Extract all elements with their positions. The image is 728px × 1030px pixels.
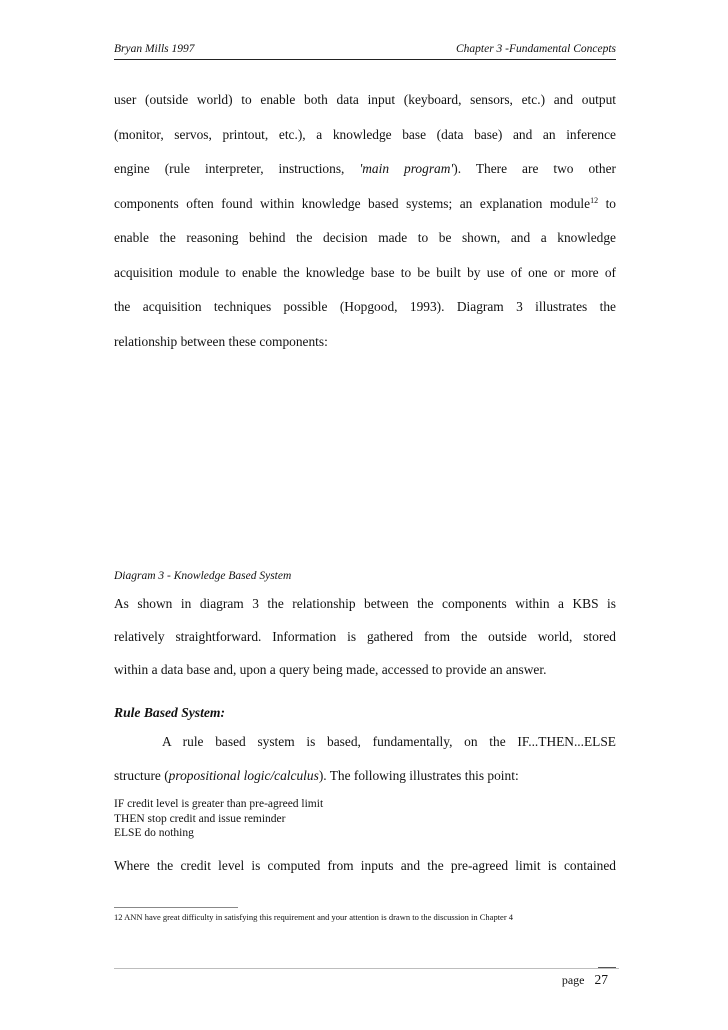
main-program-emphasis: 'main program' xyxy=(359,161,454,176)
rule-example xyxy=(114,797,323,841)
text-line: components often found within knowledge based systems; an explanation module$^{12}$ to xyxy=(114,195,617,211)
page-number: 27 xyxy=(594,972,608,987)
rule-if-line: IF credit level is greater than pre-agreed limit xyxy=(114,798,324,810)
text-line: acquisition module to enable the knowledge base to be built by use of one or more of xyxy=(114,264,616,280)
header-author: Bryan Mills 1997 xyxy=(114,43,195,55)
text-line: A rule based system is based, fundamentally, on the IF...THEN...ELSE xyxy=(162,734,616,749)
footnote-12: 12 ANN have great difficulty in satisfying this requirement and your attention is drawn to the discussion in Chapter 4 xyxy=(114,912,514,922)
text-line: the acquisition techniques possible (Hopgood, 1993). Diagram 3 illustrates the xyxy=(114,299,616,314)
section-heading: Rule Based System: xyxy=(114,705,226,720)
footer-divider xyxy=(114,968,619,969)
paragraph-kbs-relationship xyxy=(114,596,616,695)
running-header xyxy=(114,43,616,60)
header-chapter: Chapter 3 -Fundamental Concepts xyxy=(455,43,616,55)
text-line: user (outside world) to enable both data input (keyboard, sensors, etc.) and output xyxy=(114,92,616,107)
page-number-block xyxy=(562,972,608,988)
rule-else-line: ELSE do nothing xyxy=(114,827,194,839)
footer-accent-line xyxy=(598,967,616,968)
paragraph-credit-level: Where the credit level is computed from inputs and the pre-agreed limit is contained xyxy=(114,858,616,873)
text-line: enable the reasoning behind the decision made to be shown, and a knowledge xyxy=(114,230,616,245)
paragraph-kbs-components xyxy=(114,92,616,368)
text-line: As shown in diagram 3 the relationship between the components within a KBS is xyxy=(114,596,616,611)
text-line: (monitor, servos, printout, etc.), a knowledge base (data base) and an inference xyxy=(114,126,616,142)
text-line: relationship between these components: xyxy=(114,333,328,349)
text-line: relatively straightforward. Information is gathered from the outside world, stored xyxy=(114,629,616,644)
paragraph-rule-based xyxy=(114,734,616,802)
rule-then-line: THEN stop credit and issue reminder xyxy=(114,812,286,825)
text-line: engine (rule interpreter, instructions, 'main program'). There are two other xyxy=(114,161,616,176)
diagram-caption: Diagram 3 - Knowledge Based System xyxy=(114,570,292,582)
footnote-ref[interactable]: 12 xyxy=(590,195,599,205)
footnote-separator xyxy=(114,907,238,908)
page-label: page xyxy=(561,973,585,987)
propositional-logic-emphasis: propositional logic/calculus xyxy=(168,768,319,783)
text-line: within a data base and, upon a query being made, accessed to provide an answer. xyxy=(114,662,547,677)
text-line: structure (propositional logic/calculus). The following illustrates this point: xyxy=(114,768,519,783)
